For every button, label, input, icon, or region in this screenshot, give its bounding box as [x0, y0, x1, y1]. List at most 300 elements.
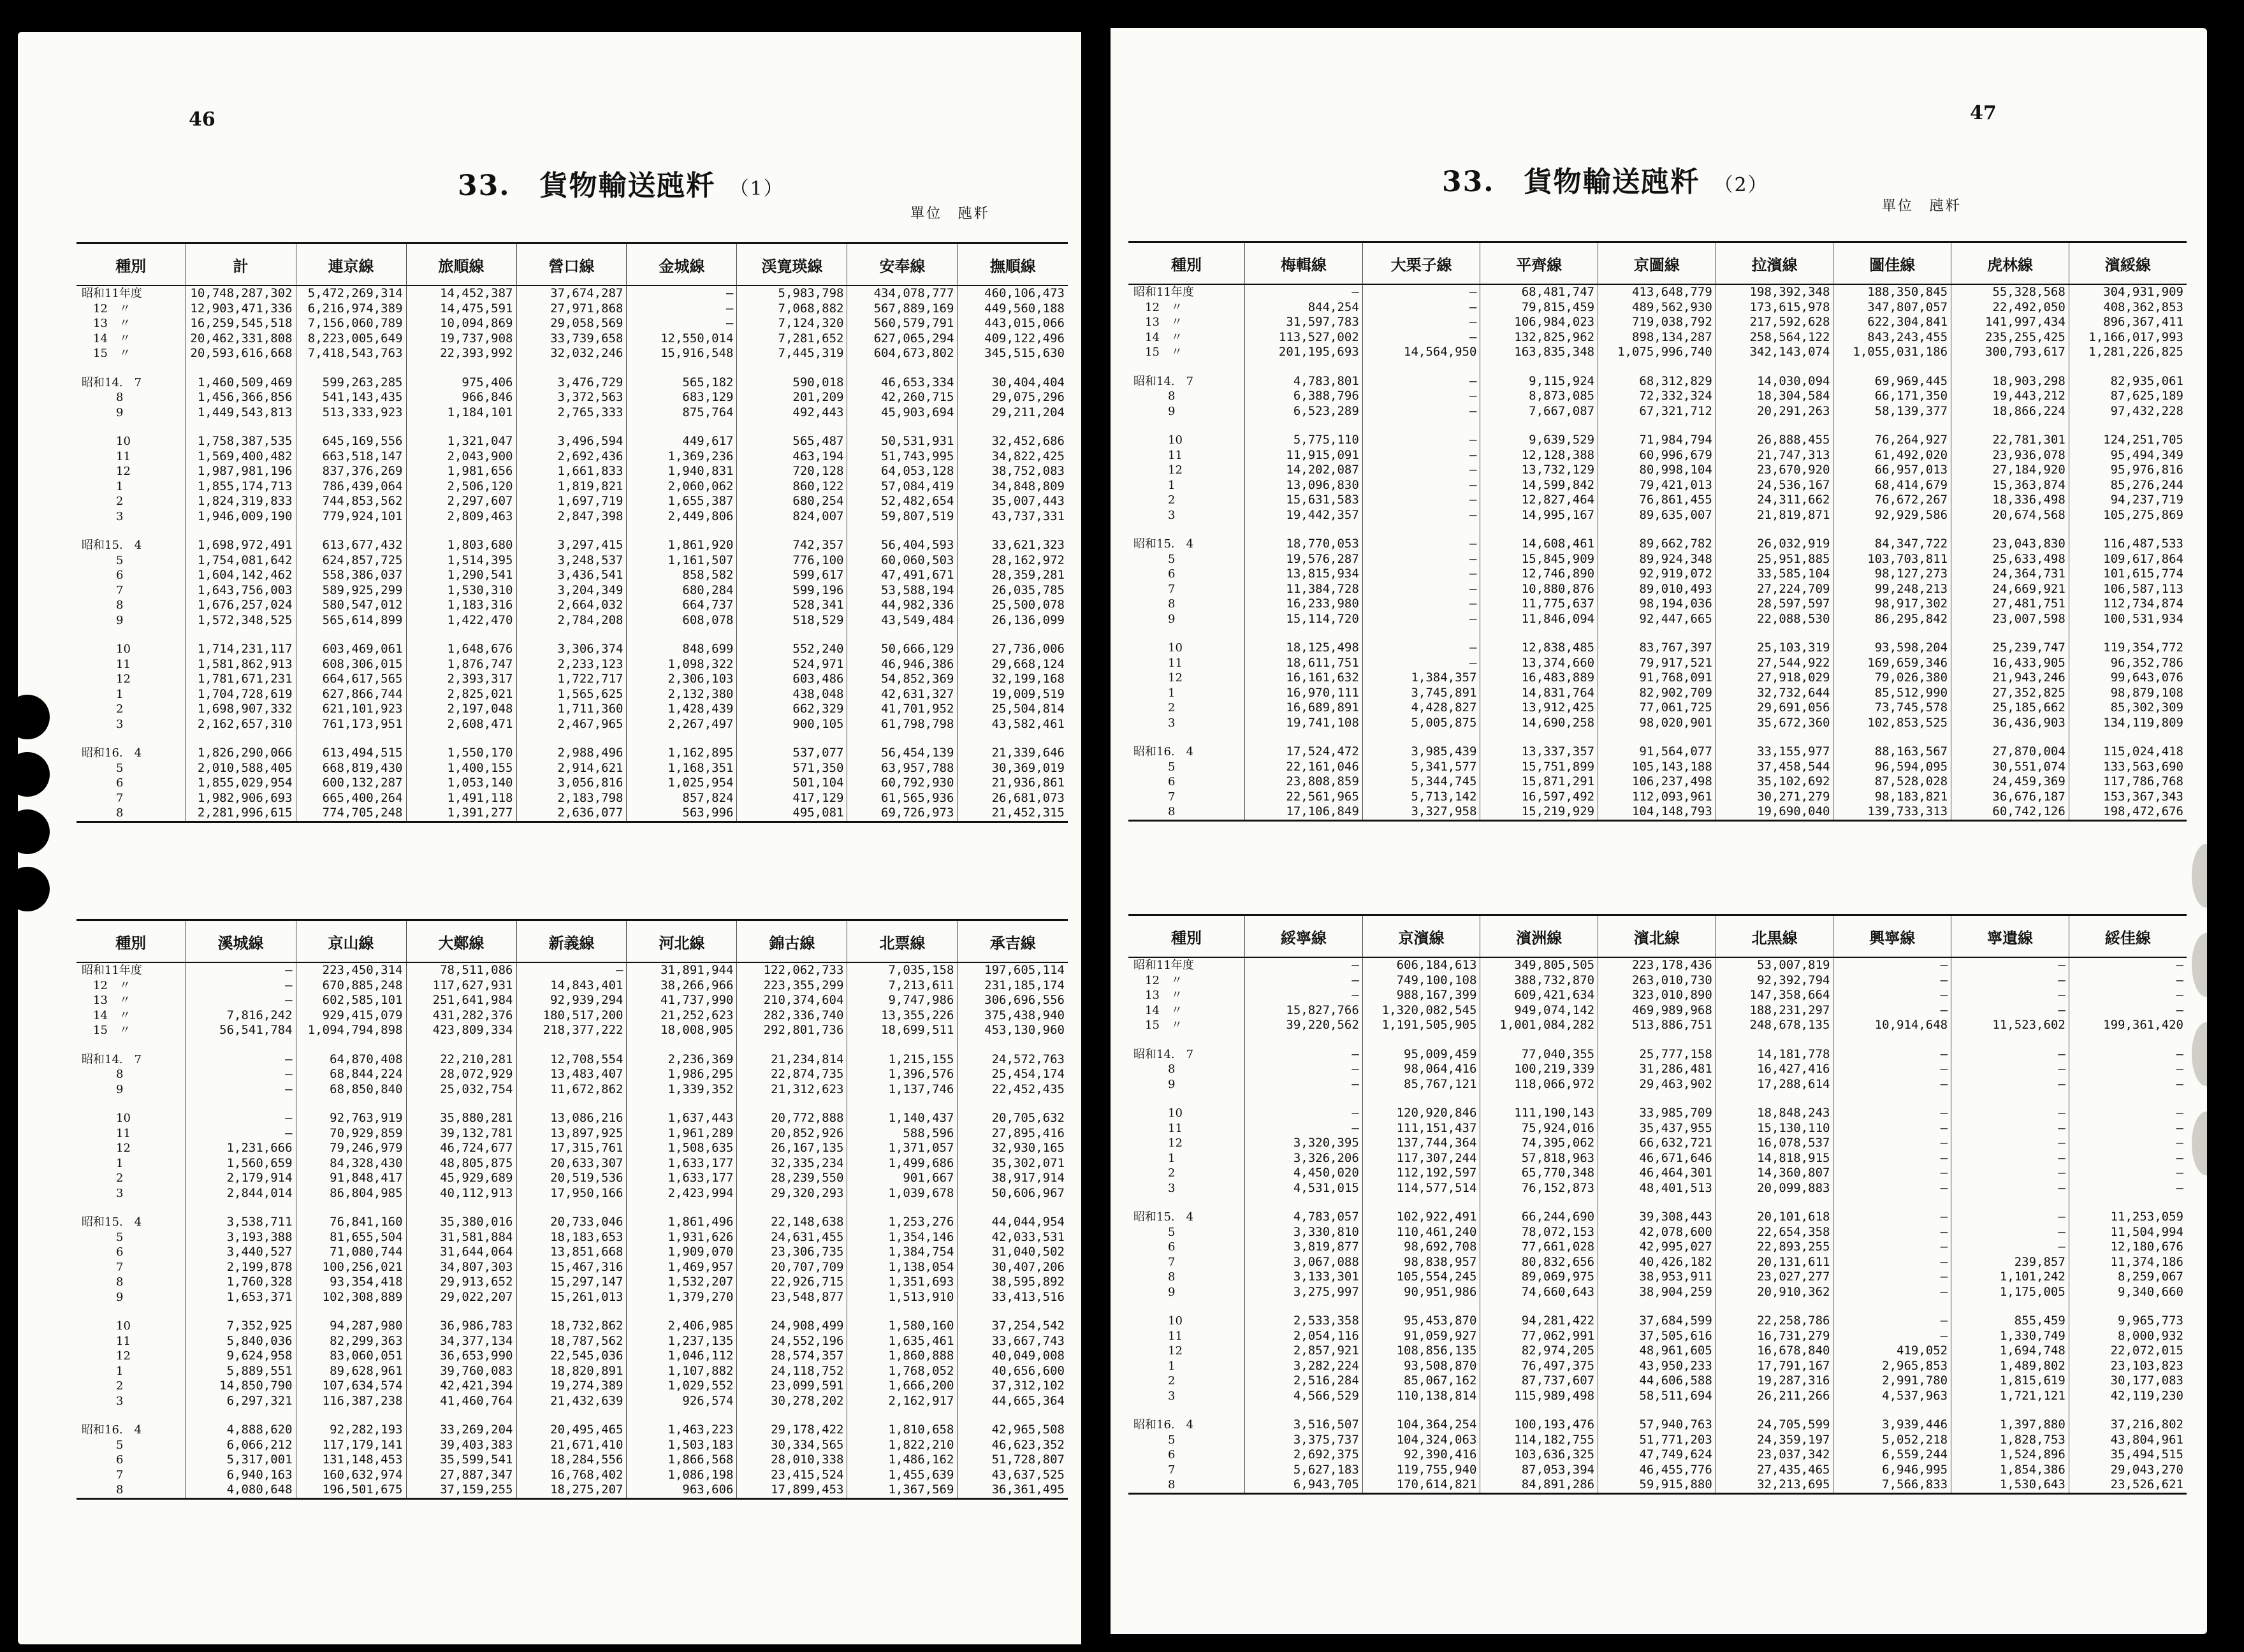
table-cell: 3,193,388: [186, 1230, 296, 1245]
table-row: [76, 1186, 1068, 1201]
row-label: 12 〃: [1133, 973, 1183, 987]
table-cell: —: [186, 1111, 296, 1126]
spacer-cell: [76, 1305, 186, 1319]
spacer-cell: [186, 1305, 296, 1319]
table-cell: 22,926,715: [737, 1275, 847, 1290]
table-cell: 20,772,888: [737, 1111, 847, 1126]
table-cell: 20,131,611: [1716, 1255, 1833, 1270]
table-cell: 29,178,422: [737, 1423, 847, 1438]
table-cell: 258,564,122: [1716, 330, 1833, 345]
table-cell: 42,421,394: [406, 1379, 516, 1394]
index-tab: [2192, 1022, 2207, 1086]
table-cell: 560,579,791: [847, 316, 958, 331]
row-label: 11: [1133, 1329, 1183, 1343]
table-cell: 3,248,537: [516, 553, 627, 569]
spacer-cell: [406, 628, 516, 642]
table-cell: 92,929,586: [1833, 508, 1951, 523]
table-cell: —: [1362, 612, 1480, 627]
table-cell: 1,168,351: [627, 761, 737, 776]
table-cell: 304,931,909: [2069, 284, 2187, 300]
table-cell: 2,199,878: [186, 1260, 296, 1275]
table-cell: 22,874,735: [737, 1067, 847, 1082]
table-cell: 1,184,101: [406, 405, 516, 421]
table-cell: 97,432,228: [2069, 404, 2187, 419]
table-cell: —: [1362, 493, 1480, 508]
table-cell: 5,889,551: [186, 1364, 296, 1379]
table-row: [1128, 1463, 2187, 1478]
table-cell: 98,879,108: [2069, 686, 2187, 701]
table-cell: 83,060,051: [296, 1349, 406, 1364]
table-cell: 60,792,930: [847, 776, 958, 791]
table-cell: 24,118,752: [737, 1364, 847, 1379]
table-cell: 1,025,954: [627, 776, 737, 791]
row-label: 14 〃: [82, 331, 131, 345]
spacer-cell: [1128, 1092, 1245, 1106]
table-cell: 528,341: [737, 598, 847, 613]
right-page: [1111, 28, 2207, 1634]
spacer-row: [76, 1409, 1068, 1423]
table-cell: 375,438,940: [958, 1008, 1068, 1024]
spacer-row: [1128, 360, 2187, 374]
table-cell: 98,692,708: [1362, 1240, 1480, 1255]
table-cell: 25,032,754: [406, 1082, 516, 1098]
table-cell: —: [1362, 389, 1480, 404]
table-cell: 837,376,269: [296, 464, 406, 479]
table-row: [76, 1111, 1068, 1126]
table-cell: 105,275,869: [2069, 508, 2187, 523]
row-label: 1: [1133, 1151, 1176, 1165]
table-row: [1128, 537, 2187, 552]
table-cell: —: [1951, 1225, 2069, 1240]
table-cell: 18,275,207: [516, 1482, 627, 1498]
table-row: [76, 316, 1068, 331]
row-label: 6: [1133, 775, 1176, 788]
row-label: 6: [1133, 1448, 1176, 1461]
table-cell: 1,101,242: [1951, 1270, 2069, 1285]
table-cell: 347,807,057: [1833, 300, 1951, 315]
table-cell: —: [1833, 988, 1951, 1003]
table-cell: 29,211,204: [958, 405, 1068, 421]
table-cell: —: [1951, 973, 2069, 989]
table-cell: 15,845,909: [1480, 552, 1598, 567]
table-cell: 51,743,995: [847, 449, 958, 465]
table-row: [1128, 1062, 2187, 1077]
table-cell: 1,428,439: [627, 702, 737, 717]
table-cell: 98,064,416: [1362, 1062, 1480, 1077]
table-cell: 92,392,794: [1716, 973, 1833, 989]
table-cell: 63,957,788: [847, 761, 958, 776]
spacer-cell: [186, 1097, 296, 1111]
table-cell: 38,752,083: [958, 464, 1068, 479]
table-cell: 1,281,226,825: [2069, 345, 2187, 360]
table-cell: 60,060,503: [847, 553, 958, 569]
table-row: [1128, 463, 2187, 478]
table-row: [1128, 1344, 2187, 1359]
table-cell: —: [186, 993, 296, 1008]
table-cell: 11,846,094: [1480, 612, 1598, 627]
table-cell: 28,597,597: [1716, 597, 1833, 612]
table-cell: 239,857: [1951, 1255, 2069, 1270]
table-cell: 35,302,071: [958, 1156, 1068, 1171]
table-cell: 42,631,327: [847, 687, 958, 702]
spacer-cell: [1598, 1196, 1716, 1210]
table-cell: 1,698,972,491: [186, 538, 296, 553]
table-cell: 3,204,349: [516, 583, 627, 598]
table-cell: 3,067,088: [1245, 1255, 1363, 1270]
table-cell: —: [186, 1067, 296, 1082]
spacer-cell: [1128, 627, 1245, 641]
table-cell: 50,606,967: [958, 1186, 1068, 1201]
table-cell: 1,861,496: [627, 1215, 737, 1230]
table-row: [76, 613, 1068, 628]
table-row: [76, 1230, 1068, 1245]
table-cell: 966,846: [406, 390, 516, 405]
table-cell: 20,099,883: [1716, 1181, 1833, 1196]
table-cell: 662,329: [737, 702, 847, 717]
table-row: [1128, 374, 2187, 389]
spacer-cell: [1833, 1300, 1951, 1314]
table-cell: 19,741,108: [1245, 716, 1363, 731]
table-cell: 124,251,705: [2069, 433, 2187, 448]
spacer-cell: [627, 1097, 737, 1111]
table-cell: 2,847,398: [516, 509, 627, 525]
row-label: 1: [1133, 478, 1176, 492]
table-cell: 102,853,525: [1833, 716, 1951, 731]
table-cell: 107,634,574: [296, 1379, 406, 1394]
table-row: [76, 1126, 1068, 1141]
table-cell: 15,916,548: [627, 346, 737, 361]
spacer-cell: [296, 628, 406, 642]
spacer-cell: [1951, 1300, 2069, 1314]
spacer-cell: [1245, 1196, 1363, 1210]
spacer-cell: [847, 420, 958, 434]
table-cell: 2,664,032: [516, 598, 627, 613]
table-cell: 1,290,541: [406, 568, 516, 583]
table-cell: 14,360,807: [1716, 1166, 1833, 1181]
row-label: 7: [1133, 790, 1176, 804]
table-cell: 858,582: [627, 568, 737, 583]
row-label: 12: [1133, 1344, 1183, 1358]
table-cell: 20,852,926: [737, 1126, 847, 1141]
table-cell: 3,819,877: [1245, 1240, 1363, 1255]
table-cell: 1,803,680: [406, 538, 516, 553]
table-cell: 16,161,632: [1245, 670, 1363, 686]
table-cell: 68,312,829: [1598, 374, 1716, 389]
table-cell: 91,564,077: [1598, 744, 1716, 760]
table-cell: 38,904,259: [1598, 1285, 1716, 1300]
table-cell: 929,415,079: [296, 1008, 406, 1024]
table-cell: 3,375,737: [1245, 1433, 1363, 1448]
table-cell: 98,183,821: [1833, 790, 1951, 805]
table-cell: 87,528,028: [1833, 774, 1951, 790]
table-cell: 66,632,721: [1598, 1136, 1716, 1151]
table-cell: —: [2069, 1181, 2187, 1196]
table-row: [76, 1334, 1068, 1349]
table-cell: 2,516,284: [1245, 1373, 1363, 1389]
table-cell: 56,454,139: [847, 746, 958, 761]
table-cell: 10,748,287,302: [186, 286, 296, 301]
table-cell: 3,516,507: [1245, 1417, 1363, 1433]
table-cell: 16,427,416: [1716, 1062, 1833, 1077]
table-cell: 1,986,295: [627, 1067, 737, 1082]
table-cell: 664,617,565: [296, 672, 406, 687]
table-cell: 27,481,751: [1951, 597, 2069, 612]
table-cell: 56,541,784: [186, 1023, 296, 1038]
table-cell: 13,096,830: [1245, 478, 1363, 493]
table-cell: 563,996: [627, 806, 737, 822]
spacer-cell: [406, 1409, 516, 1423]
table-cell: 2,857,921: [1245, 1344, 1363, 1359]
table-cell: —: [1362, 552, 1480, 567]
table-cell: 1,107,882: [627, 1364, 737, 1379]
table-cell: 117,179,141: [296, 1438, 406, 1453]
table-cell: 12,903,471,336: [186, 301, 296, 317]
table-cell: —: [1833, 1314, 1951, 1329]
row-label: 13 〃: [82, 317, 131, 330]
table-cell: 33,667,743: [958, 1334, 1068, 1349]
table-row: [1128, 582, 2187, 597]
table-cell: 345,515,630: [958, 346, 1068, 361]
table-cell: 80,998,104: [1598, 463, 1716, 478]
table-cell: 117,627,931: [406, 978, 516, 994]
table-cell: 25,239,747: [1951, 641, 2069, 656]
table-cell: 76,672,267: [1833, 493, 1951, 508]
table-row: [76, 1141, 1068, 1156]
table-cell: 1,704,728,619: [186, 687, 296, 702]
table-cell: 109,617,864: [2069, 552, 2187, 567]
table-row: [76, 1468, 1068, 1483]
row-label: 15 〃: [1133, 1018, 1183, 1032]
table-cell: 40,426,182: [1598, 1255, 1716, 1270]
table-row: [1128, 1314, 2187, 1329]
spacer-cell: [76, 628, 186, 642]
table-cell: 20,910,362: [1716, 1285, 1833, 1300]
table-cell: 134,119,809: [2069, 716, 2187, 731]
table-row: [1128, 1151, 2187, 1166]
table-cell: —: [627, 286, 737, 301]
table-cell: 37,505,616: [1598, 1329, 1716, 1344]
table-cell: 16,768,402: [516, 1468, 627, 1483]
table-cell: 19,009,519: [958, 687, 1068, 702]
spacer-cell: [1716, 1033, 1833, 1047]
row-label: 11: [82, 449, 131, 463]
table-row: [1128, 1447, 2187, 1463]
spacer-cell: [2069, 627, 2187, 641]
table-cell: 670,885,248: [296, 978, 406, 994]
table-cell: 46,455,776: [1598, 1463, 1716, 1478]
page-number: 47: [1970, 102, 1997, 124]
table-cell: 11,384,728: [1245, 582, 1363, 597]
table-cell: 602,585,101: [296, 993, 406, 1008]
table-cell: 74,395,062: [1480, 1136, 1598, 1151]
table-cell: 1,530,643: [1951, 1477, 2069, 1493]
spacer-cell: [1716, 627, 1833, 641]
table-cell: 1,565,625: [516, 687, 627, 702]
table-cell: 85,067,162: [1362, 1373, 1480, 1389]
table-row: [76, 464, 1068, 479]
row-label: 12 〃: [82, 978, 131, 992]
row-label: 9: [82, 1082, 124, 1096]
row-label: 11: [1133, 656, 1183, 670]
table-row: [76, 1438, 1068, 1453]
binding-hole: [18, 867, 50, 911]
table-cell: 1,098,322: [627, 657, 737, 672]
table-cell: 28,072,929: [406, 1067, 516, 1082]
row-label: 昭和16. 4: [82, 746, 142, 760]
row-label: 13 〃: [82, 994, 131, 1007]
table-cell: 48,961,605: [1598, 1344, 1716, 1359]
spacer-cell: [737, 361, 847, 375]
spacer-cell: [1833, 360, 1951, 374]
table-cell: 1,524,896: [1951, 1447, 2069, 1463]
spacer-cell: [76, 1097, 186, 1111]
table-cell: 68,850,840: [296, 1082, 406, 1098]
table-cell: 210,374,604: [737, 993, 847, 1008]
table-cell: 46,671,646: [1598, 1151, 1716, 1166]
freight-table-bottom: [76, 919, 1068, 1500]
spacer-cell: [1951, 627, 2069, 641]
column-header: 渓寛瑛線: [737, 243, 847, 286]
table-cell: 3,297,415: [516, 538, 627, 553]
table-cell: 3,306,374: [516, 642, 627, 657]
table-cell: 15,130,110: [1716, 1121, 1833, 1136]
table-row: [76, 434, 1068, 449]
spacer-cell: [296, 1097, 406, 1111]
spacer-cell: [958, 1409, 1068, 1423]
table-cell: 91,848,417: [296, 1171, 406, 1186]
table-cell: 196,501,675: [296, 1482, 406, 1498]
spacer-row: [1128, 627, 2187, 641]
row-label: 8: [1133, 1062, 1176, 1076]
table-cell: 79,246,979: [296, 1141, 406, 1156]
spacer-cell: [406, 1097, 516, 1111]
table-cell: —: [1245, 1077, 1363, 1092]
table-cell: —: [2069, 957, 2187, 973]
table-cell: 20,593,616,668: [186, 346, 296, 361]
table-cell: 26,681,073: [958, 791, 1068, 806]
spacer-cell: [1362, 1033, 1480, 1047]
table-cell: 3,275,997: [1245, 1285, 1363, 1300]
table-cell: —: [1833, 1181, 1951, 1196]
table-cell: 1,698,907,332: [186, 702, 296, 717]
column-header: 梅輯線: [1245, 242, 1363, 285]
row-label: 8: [82, 1068, 124, 1081]
table-cell: 10,880,876: [1480, 582, 1598, 597]
table-cell: 59,915,880: [1598, 1477, 1716, 1493]
spacer-cell: [958, 420, 1068, 434]
table-cell: 65,770,348: [1480, 1166, 1598, 1181]
row-label: 7: [1133, 582, 1176, 596]
table-row: [1128, 1329, 2187, 1344]
table-cell: 3,372,563: [516, 390, 627, 405]
table-cell: 36,361,495: [958, 1482, 1068, 1498]
table-cell: 105,143,188: [1598, 760, 1716, 775]
table-cell: 17,791,167: [1716, 1359, 1833, 1374]
spacer-cell: [847, 524, 958, 538]
table-cell: —: [1245, 973, 1363, 989]
spacer-cell: [1951, 1092, 2069, 1106]
table-cell: 12,128,388: [1480, 448, 1598, 463]
spacer-cell: [1480, 1403, 1598, 1417]
table-cell: 27,918,029: [1716, 670, 1833, 686]
table-row: [76, 687, 1068, 702]
row-label: 7: [82, 791, 124, 805]
table-cell: 52,482,654: [847, 494, 958, 509]
table-row: [1128, 345, 2187, 360]
table-cell: 645,169,556: [296, 434, 406, 449]
spacer-cell: [406, 1305, 516, 1319]
row-label: 昭和14. 7: [82, 1052, 142, 1066]
row-label: 10: [82, 1319, 131, 1333]
spacer-cell: [1245, 1092, 1363, 1106]
table-cell: —: [1362, 582, 1480, 597]
table-cell: 263,010,730: [1598, 973, 1716, 989]
row-label: 8: [1133, 389, 1176, 403]
table-cell: 20,495,465: [516, 1423, 627, 1438]
table-cell: —: [1245, 284, 1363, 300]
table-cell: 2,423,994: [627, 1186, 737, 1201]
table-cell: —: [1833, 1210, 1951, 1225]
title-part: （2）: [1714, 174, 1768, 196]
table-cell: 744,853,562: [296, 494, 406, 509]
spacer-cell: [1716, 360, 1833, 374]
table-cell: 26,888,455: [1716, 433, 1833, 448]
table-cell: 170,614,821: [1362, 1477, 1480, 1493]
table-cell: 33,269,204: [406, 1423, 516, 1438]
table-cell: 53,007,819: [1716, 957, 1833, 973]
spacer-cell: [847, 361, 958, 375]
table-cell: 84,328,430: [296, 1156, 406, 1171]
table-cell: 589,925,299: [296, 583, 406, 598]
table-cell: 1,237,135: [627, 1334, 737, 1349]
table-cell: 786,439,064: [296, 479, 406, 495]
spacer-row: [1128, 523, 2187, 537]
table-cell: 29,668,124: [958, 657, 1068, 672]
row-label: 昭和14. 7: [82, 375, 142, 389]
row-label: 10: [1133, 641, 1183, 655]
table-cell: 27,887,347: [406, 1468, 516, 1483]
table-cell: 27,971,868: [516, 301, 627, 317]
table-cell: 14,202,087: [1245, 463, 1363, 478]
table-cell: 87,737,607: [1480, 1373, 1598, 1389]
table-cell: 20,707,709: [737, 1260, 847, 1275]
table-cell: —: [1951, 1166, 2069, 1181]
row-label: 12 〃: [1133, 300, 1183, 314]
spacer-cell: [1480, 1196, 1598, 1210]
table-row: [76, 962, 1068, 978]
table-cell: 88,163,567: [1833, 744, 1951, 760]
table-cell: 21,943,246: [1951, 670, 2069, 686]
table-cell: 12,838,485: [1480, 641, 1598, 656]
column-header: 大鄭線: [406, 920, 516, 963]
table-cell: 1,637,443: [627, 1111, 737, 1126]
table-cell: 453,130,960: [958, 1023, 1068, 1038]
table-cell: 1,053,140: [406, 776, 516, 791]
table-cell: 463,194: [737, 449, 847, 465]
table-cell: 2,809,463: [406, 509, 516, 525]
spacer-cell: [296, 1038, 406, 1052]
table-cell: 438,048: [737, 687, 847, 702]
table-cell: 22,210,281: [406, 1052, 516, 1068]
table-cell: 23,526,621: [2069, 1477, 2187, 1493]
row-label: 6: [82, 1245, 124, 1259]
spacer-cell: [1598, 730, 1716, 744]
table-cell: 13,337,357: [1480, 744, 1598, 760]
table-cell: 3,326,206: [1245, 1151, 1363, 1166]
title-text: 33. 貨物輸送瓲粁: [458, 170, 716, 202]
table-cell: 1,456,366,856: [186, 390, 296, 405]
table-cell: 22,148,638: [737, 1215, 847, 1230]
